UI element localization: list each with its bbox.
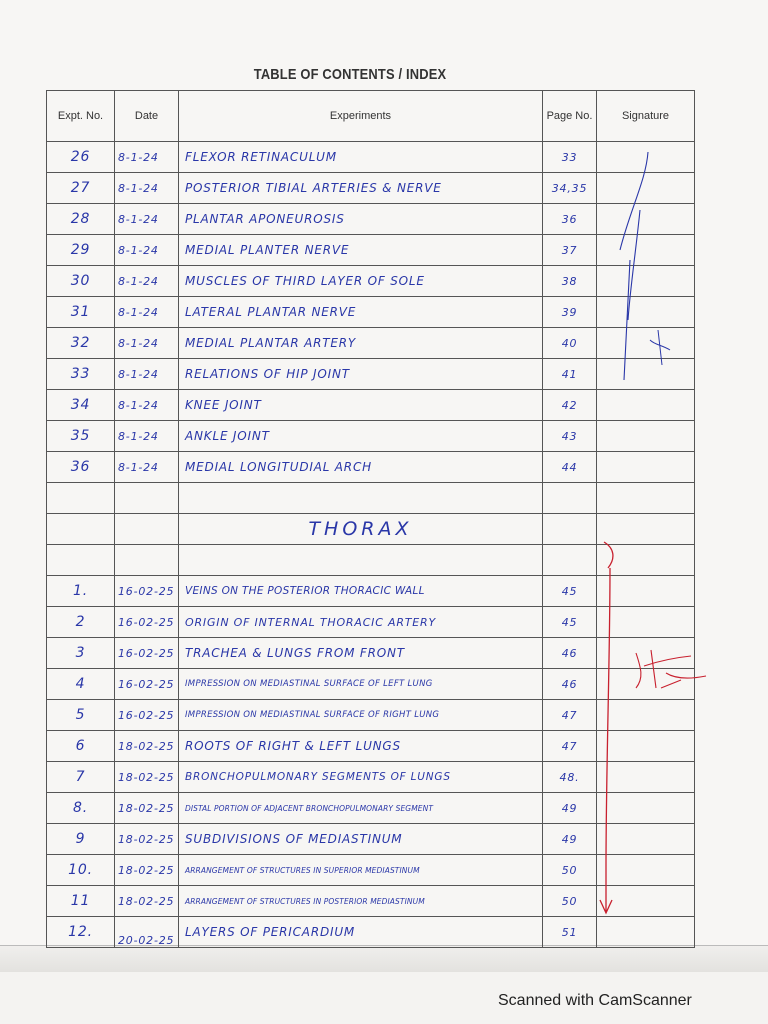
expt-date: 8-1-24 (115, 328, 179, 359)
expt-date: 16-02-25 (115, 700, 179, 731)
expt-title: SUBDIVISIONS OF MEDIASTINUM (179, 824, 543, 855)
expt-no: 12. (47, 917, 115, 948)
expt-no: 29 (47, 235, 115, 266)
expt-title: MEDIAL LONGITUDIAL ARCH (179, 452, 543, 483)
expt-title: LAYERS OF PERICARDIUM (179, 917, 543, 948)
page-no: 33 (543, 142, 597, 173)
expt-title: BRONCHOPULMONARY SEGMENTS OF LUNGS (179, 762, 543, 793)
expt-date: 18-02-25 (115, 824, 179, 855)
page-no: 41 (543, 359, 597, 390)
page-no: 40 (543, 328, 597, 359)
page-no: 48. (543, 762, 597, 793)
signature-scribble-red (596, 538, 746, 923)
expt-no: 11 (47, 886, 115, 917)
expt-title: MEDIAL PLANTER NERVE (179, 235, 543, 266)
expt-title: MUSCLES OF THIRD LAYER OF SOLE (179, 266, 543, 297)
expt-no: 8. (47, 793, 115, 824)
expt-date: 18-02-25 (115, 855, 179, 886)
expt-date: 8-1-24 (115, 421, 179, 452)
header-signature: Signature (597, 91, 695, 142)
header-expt-no: Expt. No. (47, 91, 115, 142)
expt-title: RELATIONS OF HIP JOINT (179, 359, 543, 390)
signature-scribble-blue (600, 140, 690, 400)
expt-no: 2 (47, 607, 115, 638)
expt-title: PLANTAR APONEUROSIS (179, 204, 543, 235)
page-no: 37 (543, 235, 597, 266)
expt-title: POSTERIOR TIBIAL ARTERIES & NERVE (179, 173, 543, 204)
expt-no: 33 (47, 359, 115, 390)
page-no: 45 (543, 576, 597, 607)
page-no: 42 (543, 390, 597, 421)
page-no: 36 (543, 204, 597, 235)
table-row (47, 204, 695, 235)
expt-date: 20-02-25 (115, 917, 179, 948)
table-row (47, 421, 695, 452)
table-row (47, 359, 695, 390)
expt-date: 8-1-24 (115, 173, 179, 204)
header-experiments: Experiments (179, 91, 543, 142)
expt-date: 16-02-25 (115, 638, 179, 669)
expt-title: ARRANGEMENT OF STRUCTURES IN POSTERIOR MEDIASTINUM (179, 886, 543, 917)
header-date: Date (115, 91, 179, 142)
expt-date: 8-1-24 (115, 266, 179, 297)
expt-date: 18-02-25 (115, 886, 179, 917)
header-row (47, 91, 695, 142)
expt-date: 18-02-25 (115, 793, 179, 824)
expt-date: 8-1-24 (115, 390, 179, 421)
table-row (47, 452, 695, 483)
expt-no: 32 (47, 328, 115, 359)
expt-no: 7 (47, 762, 115, 793)
expt-date: 18-02-25 (115, 762, 179, 793)
expt-no: 30 (47, 266, 115, 297)
expt-title: IMPRESSION ON MEDIASTINAL SURFACE OF RIGHT LUNG (179, 700, 543, 731)
page-edge (0, 945, 768, 972)
blank-row (47, 483, 695, 514)
expt-title: ROOTS OF RIGHT & LEFT LUNGS (179, 731, 543, 762)
page-no: 43 (543, 421, 597, 452)
expt-date: 8-1-24 (115, 297, 179, 328)
expt-title: IMPRESSION ON MEDIASTINAL SURFACE OF LEFT LUNG (179, 669, 543, 700)
expt-title: FLEXOR RETINACULUM (179, 142, 543, 173)
table-row (47, 173, 695, 204)
page-no: 38 (543, 266, 597, 297)
expt-no: 26 (47, 142, 115, 173)
page-no: 45 (543, 607, 597, 638)
page-no: 50 (543, 855, 597, 886)
expt-title: KNEE JOINT (179, 390, 543, 421)
expt-no: 31 (47, 297, 115, 328)
expt-date: 16-02-25 (115, 669, 179, 700)
page-no: 47 (543, 731, 597, 762)
expt-title: TRACHEA & LUNGS FROM FRONT (179, 638, 543, 669)
expt-no: 34 (47, 390, 115, 421)
expt-no: 6 (47, 731, 115, 762)
page-no: 51 (543, 917, 597, 948)
page-no: 34,35 (543, 173, 597, 204)
section-heading: THORAX (179, 514, 543, 545)
expt-no: 3 (47, 638, 115, 669)
table-row (47, 297, 695, 328)
expt-no: 9 (47, 824, 115, 855)
table-row (47, 235, 695, 266)
expt-no: 10. (47, 855, 115, 886)
expt-date: 8-1-24 (115, 204, 179, 235)
page-no: 39 (543, 297, 597, 328)
expt-date: 16-02-25 (115, 607, 179, 638)
table-row (47, 142, 695, 173)
table-row (47, 266, 695, 297)
expt-no: 5 (47, 700, 115, 731)
page-no: 50 (543, 886, 597, 917)
page-no: 49 (543, 824, 597, 855)
expt-date: 16-02-25 (115, 576, 179, 607)
scanner-watermark: Scanned with CamScanner (498, 992, 692, 1009)
page-no: 47 (543, 700, 597, 731)
expt-no: 35 (47, 421, 115, 452)
expt-no: 28 (47, 204, 115, 235)
table-row (47, 328, 695, 359)
expt-no: 4 (47, 669, 115, 700)
table-row (47, 390, 695, 421)
expt-no: 1. (47, 576, 115, 607)
expt-date: 8-1-24 (115, 359, 179, 390)
expt-date: 8-1-24 (115, 452, 179, 483)
page-no: 46 (543, 669, 597, 700)
expt-title: LATERAL PLANTAR NERVE (179, 297, 543, 328)
signature-cell (597, 421, 695, 452)
expt-no: 27 (47, 173, 115, 204)
page-title: TABLE OF CONTENTS / INDEX (253, 66, 447, 83)
expt-title: MEDIAL PLANTAR ARTERY (179, 328, 543, 359)
expt-date: 18-02-25 (115, 731, 179, 762)
expt-title: ARRANGEMENT OF STRUCTURES IN SUPERIOR MEDIASTINUM (179, 855, 543, 886)
expt-no: 36 (47, 452, 115, 483)
expt-title: DISTAL PORTION OF ADJACENT BRONCHOPULMONARY SEGMENT (179, 793, 543, 824)
page-no: 49 (543, 793, 597, 824)
expt-title: ANKLE JOINT (179, 421, 543, 452)
header-page-no: Page No. (543, 91, 597, 142)
expt-date: 8-1-24 (115, 235, 179, 266)
expt-title: VEINS ON THE POSTERIOR THORACIC WALL (179, 576, 543, 607)
page-no: 46 (543, 638, 597, 669)
expt-title: ORIGIN OF INTERNAL THORACIC ARTERY (179, 607, 543, 638)
page-no: 44 (543, 452, 597, 483)
signature-cell (597, 452, 695, 483)
expt-date: 8-1-24 (115, 142, 179, 173)
